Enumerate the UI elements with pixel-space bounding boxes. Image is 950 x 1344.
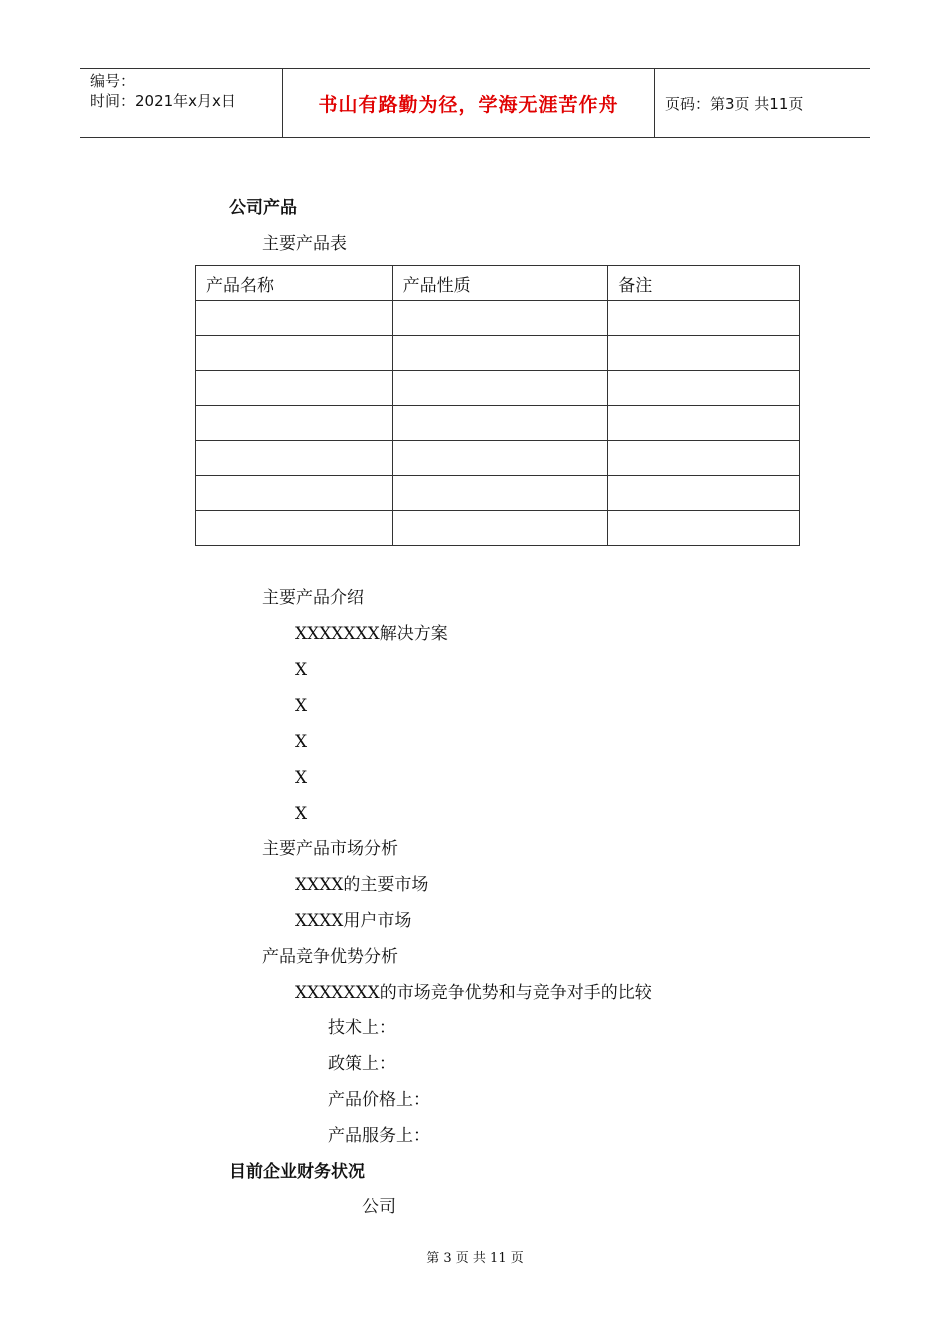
market-title: 主要产品市场分析 bbox=[262, 839, 398, 859]
header-motto: 书山有路勤为径，学海无涯苦作舟 bbox=[282, 69, 655, 137]
table-cell bbox=[608, 406, 800, 441]
product-table bbox=[195, 265, 800, 546]
table-header-cell: 产品名称 bbox=[196, 266, 393, 301]
competition-item: 技术上： bbox=[328, 1018, 396, 1038]
table-row bbox=[196, 336, 800, 371]
header-meta bbox=[80, 69, 282, 137]
page-header bbox=[80, 68, 870, 138]
table-header-row bbox=[196, 266, 800, 301]
table-title: 主要产品表 bbox=[262, 234, 347, 254]
table-row bbox=[196, 406, 800, 441]
intro-solution: XXXXXXX解决方案 bbox=[295, 624, 448, 644]
table-cell bbox=[608, 511, 800, 546]
table-cell bbox=[392, 336, 608, 371]
table-header-cell: 产品性质 bbox=[392, 266, 608, 301]
table-cell bbox=[196, 441, 393, 476]
competition-item: 产品价格上： bbox=[328, 1090, 430, 1110]
document-date: 时间：2021年x月x日 bbox=[90, 92, 236, 110]
table-cell bbox=[196, 476, 393, 511]
intro-item: X bbox=[295, 732, 308, 752]
competition-title: 产品竞争优势分析 bbox=[262, 947, 398, 967]
table-row bbox=[196, 476, 800, 511]
intro-item: X bbox=[295, 768, 308, 788]
section-title: 公司产品 bbox=[229, 198, 297, 218]
table-row bbox=[196, 441, 800, 476]
document-number: 编号： bbox=[90, 72, 136, 90]
table-cell bbox=[608, 476, 800, 511]
table-cell bbox=[196, 511, 393, 546]
table-cell bbox=[392, 511, 608, 546]
table-cell bbox=[392, 371, 608, 406]
intro-item: X bbox=[295, 804, 308, 824]
table-cell bbox=[392, 301, 608, 336]
market-item: XXXX的主要市场 bbox=[295, 875, 429, 895]
competition-subtitle: XXXXXXX的市场竞争优势和与竞争对手的比较 bbox=[295, 983, 652, 1003]
table-cell bbox=[196, 406, 393, 441]
intro-title: 主要产品介绍 bbox=[262, 588, 364, 608]
intro-item: X bbox=[295, 696, 308, 716]
table-cell bbox=[392, 476, 608, 511]
table-cell bbox=[608, 371, 800, 406]
competition-item: 产品服务上： bbox=[328, 1126, 430, 1146]
table-cell bbox=[392, 406, 608, 441]
market-item: XXXX用户市场 bbox=[295, 911, 412, 931]
table-cell bbox=[608, 336, 800, 371]
page-footer: 第 3 页 共 11 页 bbox=[426, 1251, 524, 1266]
table-row bbox=[196, 511, 800, 546]
finance-title: 目前企业财务状况 bbox=[229, 1162, 365, 1182]
table-row bbox=[196, 371, 800, 406]
table-header-cell: 备注 bbox=[608, 266, 800, 301]
competition-item: 政策上： bbox=[328, 1054, 396, 1074]
table-cell bbox=[608, 441, 800, 476]
intro-item: X bbox=[295, 660, 308, 680]
table-cell bbox=[196, 336, 393, 371]
table-cell bbox=[608, 301, 800, 336]
table-cell bbox=[196, 371, 393, 406]
finance-company: 公司 bbox=[362, 1197, 396, 1217]
table-row bbox=[196, 301, 800, 336]
table-cell bbox=[196, 301, 393, 336]
header-page-info: 页码：第3页 共11页 bbox=[665, 94, 804, 113]
table-cell bbox=[392, 441, 608, 476]
